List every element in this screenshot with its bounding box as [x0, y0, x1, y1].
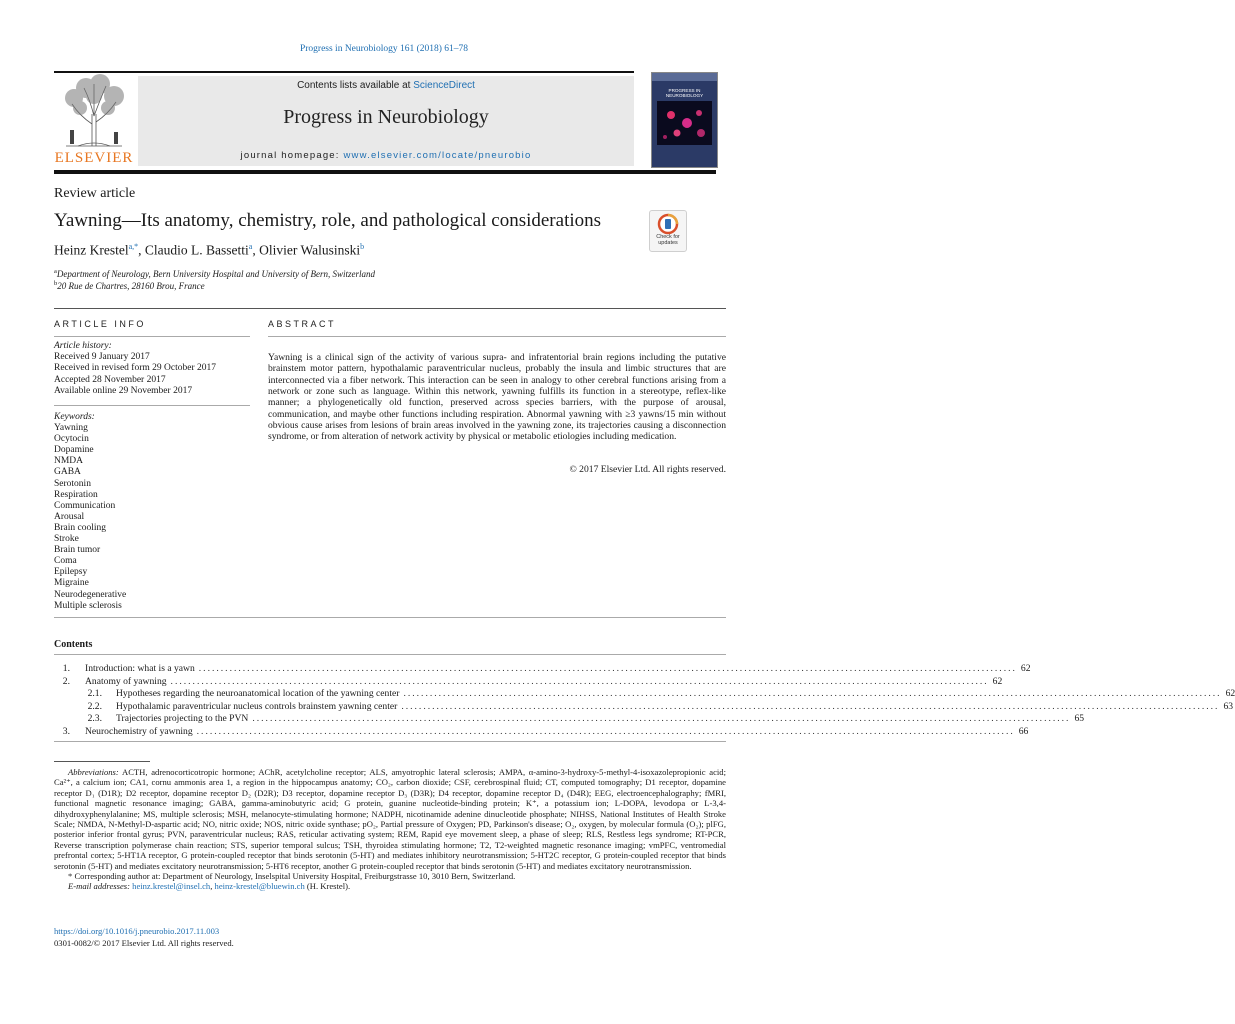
- author-name[interactable]: Heinz Krestel: [54, 242, 129, 258]
- email-separator: ,: [210, 881, 215, 892]
- homepage-link[interactable]: www.elsevier.com/locate/pneurobio: [343, 150, 532, 161]
- keywords-label: Keywords:: [54, 412, 95, 422]
- check-updates-label: Check for updates: [656, 234, 680, 246]
- author-affiliation-mark[interactable]: a: [248, 242, 253, 251]
- elsevier-wordmark: ELSEVIER: [54, 150, 134, 166]
- history-item: Available online 29 November 2017: [54, 385, 193, 396]
- author-separator: ,: [138, 242, 145, 258]
- affiliation: [54, 280, 205, 291]
- footnote-rule: [54, 761, 150, 762]
- toc-leader: ..........................................................................................................................................................................................: [170, 675, 989, 687]
- tree-icon: [54, 74, 134, 150]
- contents-divider-bottom: [54, 741, 726, 742]
- toc-title[interactable]: Trajectories projecting to the PVN: [116, 713, 249, 724]
- keywords: [54, 412, 126, 612]
- journal-cover-thumbnail[interactable]: [651, 72, 718, 168]
- author-list: [54, 242, 364, 259]
- section-divider: [54, 308, 726, 309]
- email-label: E-mail addresses:: [68, 881, 130, 892]
- email-line: [54, 881, 726, 891]
- author-separator: ,: [252, 242, 260, 258]
- sciencedirect-link[interactable]: ScienceDirect: [413, 80, 475, 91]
- article-info-divider: [54, 336, 250, 337]
- contents-divider: [54, 654, 726, 655]
- keyword: Respiration: [54, 489, 98, 500]
- toc-number: 1.: [62, 663, 70, 674]
- affiliation-text: Department of Neurology, Bern University Hospital and University of Bern, Switzerland: [56, 269, 376, 279]
- toc-title[interactable]: Hypotheses regarding the neuroanatomical location of the yawning center: [116, 688, 400, 699]
- contents-prefix: Contents lists available at: [297, 80, 414, 91]
- keyword: Neurodegenerative: [54, 589, 127, 600]
- email-suffix: (H. Krestel).: [304, 881, 351, 892]
- abstract-copyright: © 2017 Elsevier Ltd. All rights reserved.: [569, 464, 726, 475]
- abstract-heading: ABSTRACT: [268, 319, 337, 329]
- keyword: Stroke: [54, 534, 79, 545]
- author-name[interactable]: Olivier Walusinski: [259, 242, 361, 258]
- toc-page[interactable]: 65: [1074, 713, 1085, 724]
- keyword: Coma: [54, 556, 77, 567]
- author-name[interactable]: Claudio L. Bassetti: [144, 242, 249, 258]
- toc-leader: ..........................................................................................................................................................................................: [252, 713, 1071, 724]
- corresponding-author: * Corresponding author at: Department of Neurology, Inselspital University Hospital, Freiburgstrasse 10, 3010 Bern, Switzerland.: [68, 871, 516, 882]
- keyword: Communication: [54, 500, 116, 511]
- history-divider: [54, 405, 250, 406]
- email-link[interactable]: heinz.krestel@insel.ch: [132, 881, 211, 892]
- toc-page[interactable]: 66: [1018, 725, 1029, 737]
- toc-leader: ..........................................................................................................................................................................................: [401, 700, 1220, 712]
- keyword: Brain tumor: [54, 545, 101, 556]
- toc-page[interactable]: 62: [992, 675, 1003, 687]
- toc-title[interactable]: Anatomy of yawning: [85, 675, 167, 687]
- affiliation-text: 20 Rue de Chartres, 28160 Brou, France: [57, 281, 205, 291]
- abbreviations-text: ACTH, adrenocorticotropic hormone; AChR, acetylcholine receptor; ALS, amyotrophic lateral sclerosis; AMPA, α-amino-3-hydroxy-5-methyl-4-isoxazolepropionic acid; Ca²⁺, a calcium ion; CA1, cornu ammonis area 1, a region in the hippocampus anatomy; CO₂, carbon dioxide; CSF, cerebrospinal fluid; CT, computed tomography; D1 receptor, dopamine receptor D₁ (D1R); D2 receptor, dopamine receptor D₂ (D2R); D3 receptor, dopamine receptor D₃ (D3R); D4 receptor, dopamine receptor D₄ (D4R); EEG, electroencephalography; fMRI, functional magnetic resonance imaging; GABA, gamma-aminobutyric acid; G protein, guanine nucleotide-binding protein; K⁺, a potassium ion; L-DOPA, levodopa or L-3,4-dihydroxyphenylalanine; MS, multiple sclerosis; MSH, melanocyte-stimulating hormone; NADPH, nicotinamide adenine dinucleotide phosphate; NIHSS, National Institutes of Health Stroke Scale; NMDA, N-Methyl-D-aspartic acid; NO, nitric oxide; NOS, nitric oxide synthase; pO₂, Partial pressure of Oxygen; PD, Parkinson's disease; O₂, oxygen, by molecular formula (O₂); plFG, posterior inferior frontal gyrus; PVN, paraventricular nucleus; RAS, reticular activating system; REM, Rapid eye movement sleep, a phase of sleep; RLS, Restless legs syndrome; RT-PCR, Reverse transcription polymerase chain reaction; STS, superior temporal sulcus; TSH, thyroidea stimulating hormone; T2, T2-weighted magnetic resonance imaging; vmPFC, ventromedial prefrontal cortex; 5-HT1A receptor, G protein-coupled receptor that binds serotonin (5-HT) and mediates inhibitory neurotransmission; 5-HT2C receptor, G protein-coupled receptor that binds serotonin (5-HT) and mediates excitatory neurotransmission; 5-HT6 receptor, another G protein-coupled receptor that binds serotonin (5-HT) and mediates excitatory neurotransmission.: [54, 767, 726, 871]
- journal-reference-link[interactable]: Progress in Neurobiology 161 (2018) 61–78: [299, 44, 469, 54]
- contents-heading: Contents: [54, 639, 93, 650]
- keyword: Serotonin: [54, 478, 91, 489]
- toc-title[interactable]: Introduction: what is a yawn: [85, 663, 195, 674]
- contents-divider-top: [54, 617, 726, 618]
- keyword: Brain cooling: [54, 522, 106, 533]
- abstract-divider: [268, 336, 726, 337]
- footnotes: [54, 767, 726, 892]
- journal-title: Progress in Neurobiology: [283, 106, 489, 128]
- toc-number: 3.: [62, 725, 70, 737]
- homepage-prefix: journal homepage:: [240, 150, 344, 161]
- toc-entry[interactable]: [54, 725, 1029, 738]
- toc-entry[interactable]: [54, 675, 1003, 688]
- email-link[interactable]: heinz-krestel@bluewin.ch: [214, 881, 305, 892]
- keyword: Migraine: [54, 578, 89, 589]
- toc-title[interactable]: Neurochemistry of yawning: [85, 725, 193, 737]
- toc-page[interactable]: 63: [1223, 700, 1234, 712]
- abbreviations-label: Abbreviations:: [68, 767, 119, 777]
- check-for-updates-button[interactable]: [649, 210, 687, 252]
- abbreviations-footnote: [54, 767, 726, 871]
- keyword: Multiple sclerosis: [54, 600, 122, 611]
- header-rule-bottom: [54, 170, 716, 174]
- toc-leader: ..........................................................................................................................................................................................: [196, 725, 1015, 737]
- toc-entry[interactable]: [54, 700, 1234, 713]
- toc-title[interactable]: Hypothalamic paraventricular nucleus controls brainstem yawning center: [116, 700, 398, 712]
- doi-link[interactable]: https://doi.org/10.1016/j.pneurobio.2017.11.003: [54, 926, 220, 936]
- article-history: [54, 341, 216, 397]
- toc-leader: ..........................................................................................................................................................................................: [403, 688, 1222, 699]
- neuron-image-icon: [657, 101, 712, 145]
- keyword: NMDA: [54, 456, 84, 467]
- toc-number: 2.: [62, 675, 70, 687]
- keyword: Yawning: [54, 423, 88, 434]
- toc-entry[interactable]: [54, 712, 1085, 725]
- article-info-heading: ARTICLE INFO: [54, 319, 146, 329]
- toc-page[interactable]: 62: [1020, 663, 1031, 674]
- history-item: Received 9 January 2017: [54, 352, 150, 363]
- affiliation: [54, 268, 375, 279]
- history-item: Received in revised form 29 October 2017: [54, 363, 216, 374]
- history-item: Accepted 28 November 2017: [54, 374, 166, 385]
- abstract-text: Yawning is a clinical sign of the activity of various supra- and infratentorial brain regions including the putative brainstem motor pattern, hypothalamic paraventricular nucleus, probably the insula and limbic structures that are interconnected via a fiber network. This interaction can be seen in analogy to other cerebral functions arising from a network or zone such as language. Within this network, yawning fulfills its function in a stereotype, reflex-like manner; a phylogenetically old function, preserved across species barriers, with the purpose of arousal, communication, and maybe other functions including respiration. Abnormal yawning with ≥3 yawns/15 min without obvious cause arises from lesions of brain areas involved in the yawning zone, its trajectories causing a disconnection syndrome, or from alteration of network activity by physical or metabolic etiologies including medication.: [268, 352, 726, 443]
- toc-number: 2.1.: [87, 688, 102, 699]
- affiliation-mark: a: [54, 268, 57, 275]
- contents-availability: [138, 80, 634, 91]
- keyword: Ocytocin: [54, 434, 89, 445]
- toc-entry[interactable]: [54, 662, 1031, 675]
- article-type: Review article: [54, 186, 136, 201]
- cover-top-strip: [652, 73, 717, 81]
- keyword: Arousal: [54, 511, 85, 522]
- issn-line: 0301-0082/© 2017 Elsevier Ltd. All rights reserved.: [54, 938, 234, 948]
- check-updates-icon: [650, 212, 686, 236]
- affiliation-mark: b: [54, 280, 58, 287]
- author-affiliation-mark[interactable]: a,*: [128, 242, 139, 251]
- toc-number: 2.2.: [87, 700, 102, 712]
- toc-leader: ..........................................................................................................................................................................................: [198, 663, 1017, 674]
- toc-page[interactable]: 62: [1225, 688, 1235, 699]
- author-affiliation-mark[interactable]: b: [360, 242, 365, 251]
- keyword: GABA: [54, 467, 81, 478]
- toc-entry[interactable]: [54, 687, 1235, 700]
- keyword: Dopamine: [54, 445, 94, 456]
- header-rule-top: [54, 71, 634, 73]
- article-title: Yawning—Its anatomy, chemistry, role, and pathological considerations: [54, 210, 602, 231]
- journal-homepage: [138, 150, 634, 161]
- keyword: Epilepsy: [54, 567, 88, 578]
- cover-title: PROGRESS IN NEUROBIOLOGY: [665, 88, 704, 98]
- history-label: Article history:: [54, 341, 112, 351]
- toc-number: 2.3.: [87, 713, 102, 724]
- cover-image: [657, 101, 712, 145]
